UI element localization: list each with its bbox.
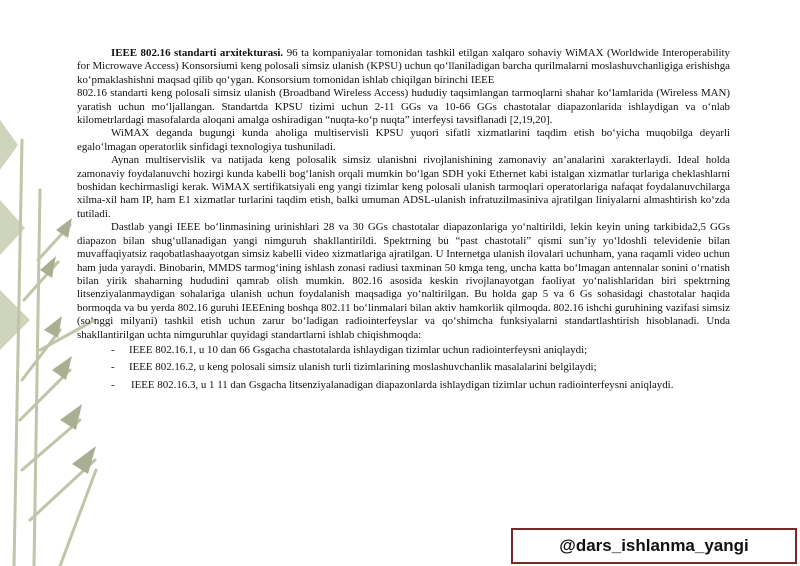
paragraph-standard: 802.16 standarti keng polosali simsiz ulanish (Broadband Wireless Access) hududiy taqsimlangan tarmoqlarni shahar ko‘lamlarida (Wireless MAN) yaratish uchun mo‘ljallangan. Standartda KPSU tizimi uchun 2-11 GGs va 10-66 GGs chastotalar diapazonlarida ishlaydigan va o‘nlab kilometrlardagi masofalarda aloqani amalga oshiradigan “nuqta-ko‘p nuqta” interfeysi tavsiflanadi [2,19,20].: [77, 87, 730, 127]
paragraph-wimax: WiMAX deganda bugungi kunda aholiga multiservisli KPSU yuqori sifatli xizmatlarini taqdim etish bo‘yicha muqobilga deyarli egalo‘lmagan operatorlik sinfidagi texnologiya tushuniladi.: [77, 127, 730, 153]
list-item: - IEEE 802.16.1, u 10 dan 66 Gsgacha chastotalarda ishlaydigan tizimlar uchun radiointerfeysni aniqlaydi;: [111, 343, 588, 356]
paragraph-history: Dastlab yangi IEEE bo‘linmasining urinishlari 28 va 30 GGs chastotalar diapazonlariga yo‘naltirildi, lekin keyin uning tarkibida2,5 GGs diapazon bilan shug‘ullanadigan yangi nimguruh shakllantirildi. Spektrning bu “past chastotali” qismi sun’iy yo‘ldoshli televidenie bilan muvaffaqiyatsiz raqobatlashaayotgan simsiz kabelli video xizmatlariga ajratilgan. U Internetga ulanish ilovalari uchunham, yana raqamli video uchun ham juda yaraydi. Binobarin, MMDS tarmog‘ining ishlash zonasi radiusi taxminan 50 kmga teng, uncha katta bo‘lmagan antennalar sonini o‘rnatish bilan yirik shaharning hududini qamrab olish mumkin. 802.16 asosida keskin rivojlanayotgan faoliyat yo‘nalishlaridan biri spektrning litsenziyalanmaydigan sohalariga ulanish uchun foydalanish maqsadiga yo‘naltirilgan. Bu holda gap 5 va 6 Gs sohasidagi chastotalar haqida bormoqda va bu yerda 802.16 guruhi IEEEning boshqa 802.11 bo‘linmalari bilan aktiv hamkorlik qilmoqda. 802.16 ishchi guruhining vazifasi simsiz (so‘nggi milyani) tashkil etish uchun zarur bo‘ladigan radiointerfeyslar va qo‘shimcha funksiyalarni standartlashtirish hisoblanadi. Unda shakllantirilgan uchta nimguruhlar quyidagi standartlarni ishlab chiqishmoqda:: [77, 221, 730, 341]
document-body: [77, 47, 730, 392]
list-item: - IEEE 802.16.3, u 1 11 dan Gsgacha litsenziyalanadigan diapazonlarda ishlaydigan tizimlar uchun radiointerfeysni aniqlaydi.: [111, 378, 674, 391]
list-item: - IEEE 802.16.2, u keng polosali simsiz ulanish turli tizimlarining moslashuvchanlik masalalarini belgilaydi;: [111, 361, 597, 374]
channel-handle-badge: [511, 528, 797, 564]
paragraph-architecture: IEEE 802.16 standarti arxitekturasi. 96 ta kompaniyalar tomonidan tashkil etilgan xalqaro sohaviy WiMAX (Worldwide Interoperability for Microwave Access) Konsorsiumi keng polosali simsiz ulanish (KPSU) uchun qo‘llaniladigan barcha qurilmalarni moslashuvchanligiga erishishga ko‘pmaklashishni maqsad qilib qo‘ygan. Konsorsium tomonidan ishlab chiqilgan birinchi IEEE: [77, 47, 730, 86]
channel-handle: @dars_ishlanma_yangi: [559, 536, 749, 555]
paragraph-multiservice: Aynan multiservislik va natijada keng polosalik simsiz ulanishni rivojlanishining zamonaviy an’analarini xarakterlaydi. Ideal holda zamonaviy foydalanuvchi hozirgi kunda kabelli bog‘lanish orqali mumkin bo‘lgan SDH yoki Ethernet kabi istalgan xizmatlar turlariga cheklashlarni boshidan kechirmasligi kerak. WiMAX sertifikatsiyali eng yangi tizimlar keng polosali ulanish tarmoqlari operatorlariga nafaqat foydalanuvchilarga xilma-xil ham IP, ham E1 xizmatlar turlarini taqdim etish, balki umuman ADSL-ulanish infratuzilmasiniva ajratilgan liniyalarni almashtirish ko‘zda tutiladi.: [77, 154, 730, 220]
section-title: IEEE 802.16 standarti arxitekturasi.: [111, 47, 284, 59]
